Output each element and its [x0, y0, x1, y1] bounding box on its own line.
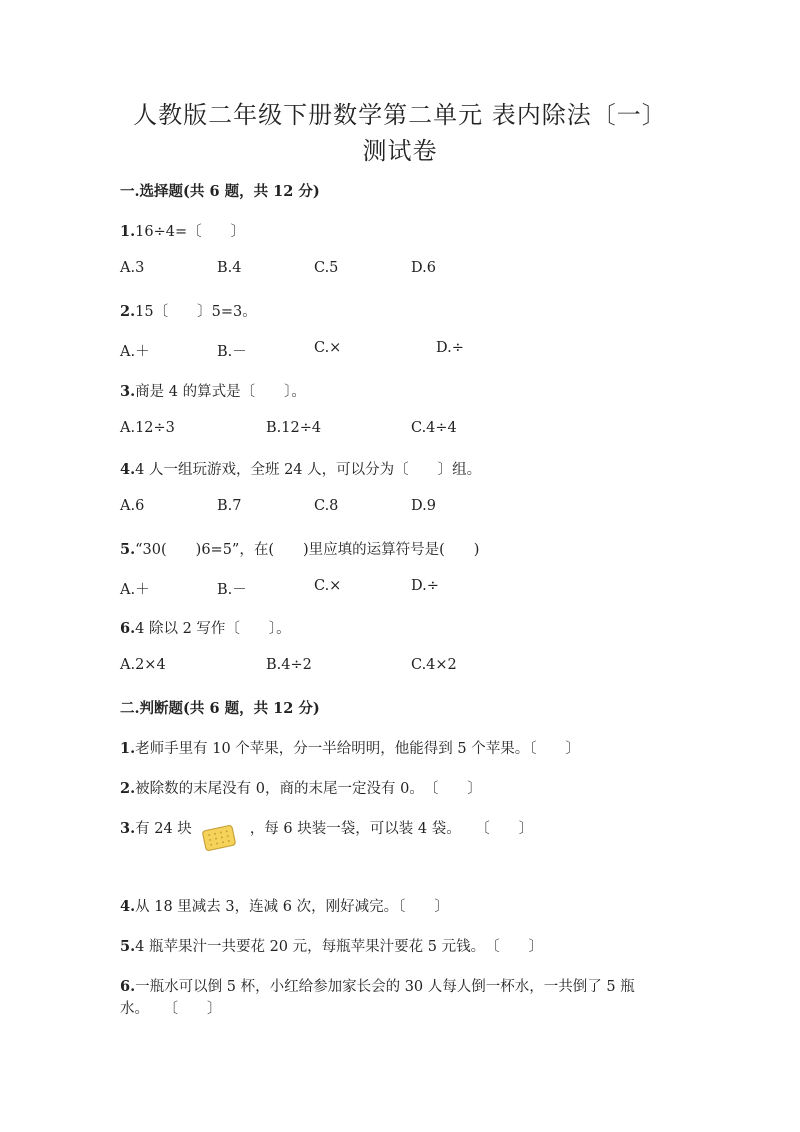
question-text: 有 24 块 — [135, 821, 192, 837]
question-text: 4 除以 2 写作〔 〕。 — [135, 621, 291, 637]
question-text: 4 瓶苹果汁一共要花 20 元，每瓶苹果汁要花 5 元钱。 〔 〕 — [135, 939, 544, 955]
judge-question-4 — [120, 895, 449, 916]
question-text: 老师手里有 10 个苹果，分一半给明明，他能得到 5 个苹果。〔 〕 — [135, 741, 581, 757]
question-number: 4. — [120, 461, 136, 478]
choice-options-3 — [120, 420, 640, 440]
choice-options-4 — [120, 498, 640, 518]
choice-question-5 — [120, 538, 479, 559]
option-c[interactable]: C.5 — [314, 260, 339, 276]
question-number: 1. — [120, 740, 136, 757]
option-c[interactable]: C.4×2 — [411, 657, 457, 673]
judge-question-6-continued: 水。 〔 〕 — [120, 1001, 222, 1017]
choice-question-6 — [120, 617, 291, 638]
option-a[interactable]: A.12÷3 — [120, 420, 175, 436]
choice-options-1 — [120, 260, 640, 280]
question-text: 16÷4=〔 〕 — [135, 224, 246, 240]
option-a[interactable]: A.6 — [120, 498, 145, 514]
judge-question-3 — [120, 817, 533, 838]
option-a[interactable]: A.2×4 — [120, 657, 166, 673]
question-number: 2. — [120, 780, 136, 797]
option-d[interactable]: D.÷ — [411, 578, 439, 594]
option-b[interactable]: B.12÷4 — [266, 420, 322, 436]
option-a[interactable]: A.3 — [120, 260, 145, 276]
judge-question-5 — [120, 935, 543, 956]
question-text: 商是 4 的算式是〔 〕。 — [135, 384, 306, 400]
question-number: 1. — [120, 223, 136, 240]
choice-options-5 — [120, 578, 640, 598]
option-b[interactable]: B.7 — [217, 498, 242, 514]
option-d[interactable]: D.9 — [411, 498, 436, 514]
question-number: 3. — [120, 383, 136, 400]
question-number: 4. — [120, 898, 136, 915]
choice-question-1 — [120, 220, 245, 241]
question-text: 15〔 〕5=3。 — [135, 304, 257, 320]
page-title: 人教版二年级下册数学第二单元 表内除法〔一〕 — [133, 101, 667, 129]
option-b[interactable]: B.－ — [217, 582, 247, 598]
option-c[interactable]: C.8 — [314, 498, 339, 514]
choice-question-2 — [120, 300, 257, 321]
question-number: 2. — [120, 303, 136, 320]
question-text: 一瓶水可以倒 5 杯，小红给参加家长会的 30 人每人倒一杯水，一共倒了 5 瓶 — [135, 979, 635, 995]
question-text: “30( )6=5”，在( )里应填的运算符号是( ) — [135, 542, 480, 558]
question-text: 被除数的末尾没有 0，商的末尾一定没有 0。 〔 〕 — [135, 781, 482, 797]
choice-question-4 — [120, 458, 481, 479]
question-number: 5. — [120, 541, 136, 558]
option-c[interactable]: C.× — [314, 340, 342, 356]
question-number: 3. — [120, 820, 136, 837]
option-b[interactable]: B.4 — [217, 260, 242, 276]
section-judge-heading: 二.判断题(共 6 题，共 12 分) — [120, 700, 320, 717]
option-d[interactable]: D.÷ — [436, 340, 464, 356]
option-c[interactable]: C.4÷4 — [411, 420, 457, 436]
option-c[interactable]: C.× — [314, 578, 342, 594]
option-a[interactable]: A.＋ — [120, 344, 150, 360]
question-number: 5. — [120, 938, 136, 955]
cracker-icon — [200, 823, 238, 853]
question-number: 6. — [120, 620, 136, 637]
option-d[interactable]: D.6 — [411, 260, 436, 276]
option-a[interactable]: A.＋ — [120, 582, 150, 598]
section-choice-heading: 一.选择题(共 6 题，共 12 分) — [120, 183, 320, 200]
page-subtitle: 测试卷 — [362, 137, 438, 165]
judge-question-1 — [120, 737, 580, 758]
choice-question-3 — [120, 380, 306, 401]
judge-question-6 — [120, 975, 635, 996]
question-text-after: ，每 6 块装一袋，可以装 4 袋。 〔 〕 — [249, 821, 534, 837]
choice-options-6 — [120, 657, 640, 677]
option-b[interactable]: B.－ — [217, 344, 247, 360]
question-number: 6. — [120, 978, 136, 995]
question-text: 从 18 里减去 3，连减 6 次，刚好减完。〔 〕 — [135, 899, 449, 915]
judge-question-2 — [120, 777, 482, 798]
question-text: 4 人一组玩游戏，全班 24 人，可以分为〔 〕组。 — [135, 462, 482, 478]
choice-options-2 — [120, 340, 640, 360]
option-b[interactable]: B.4÷2 — [266, 657, 312, 673]
